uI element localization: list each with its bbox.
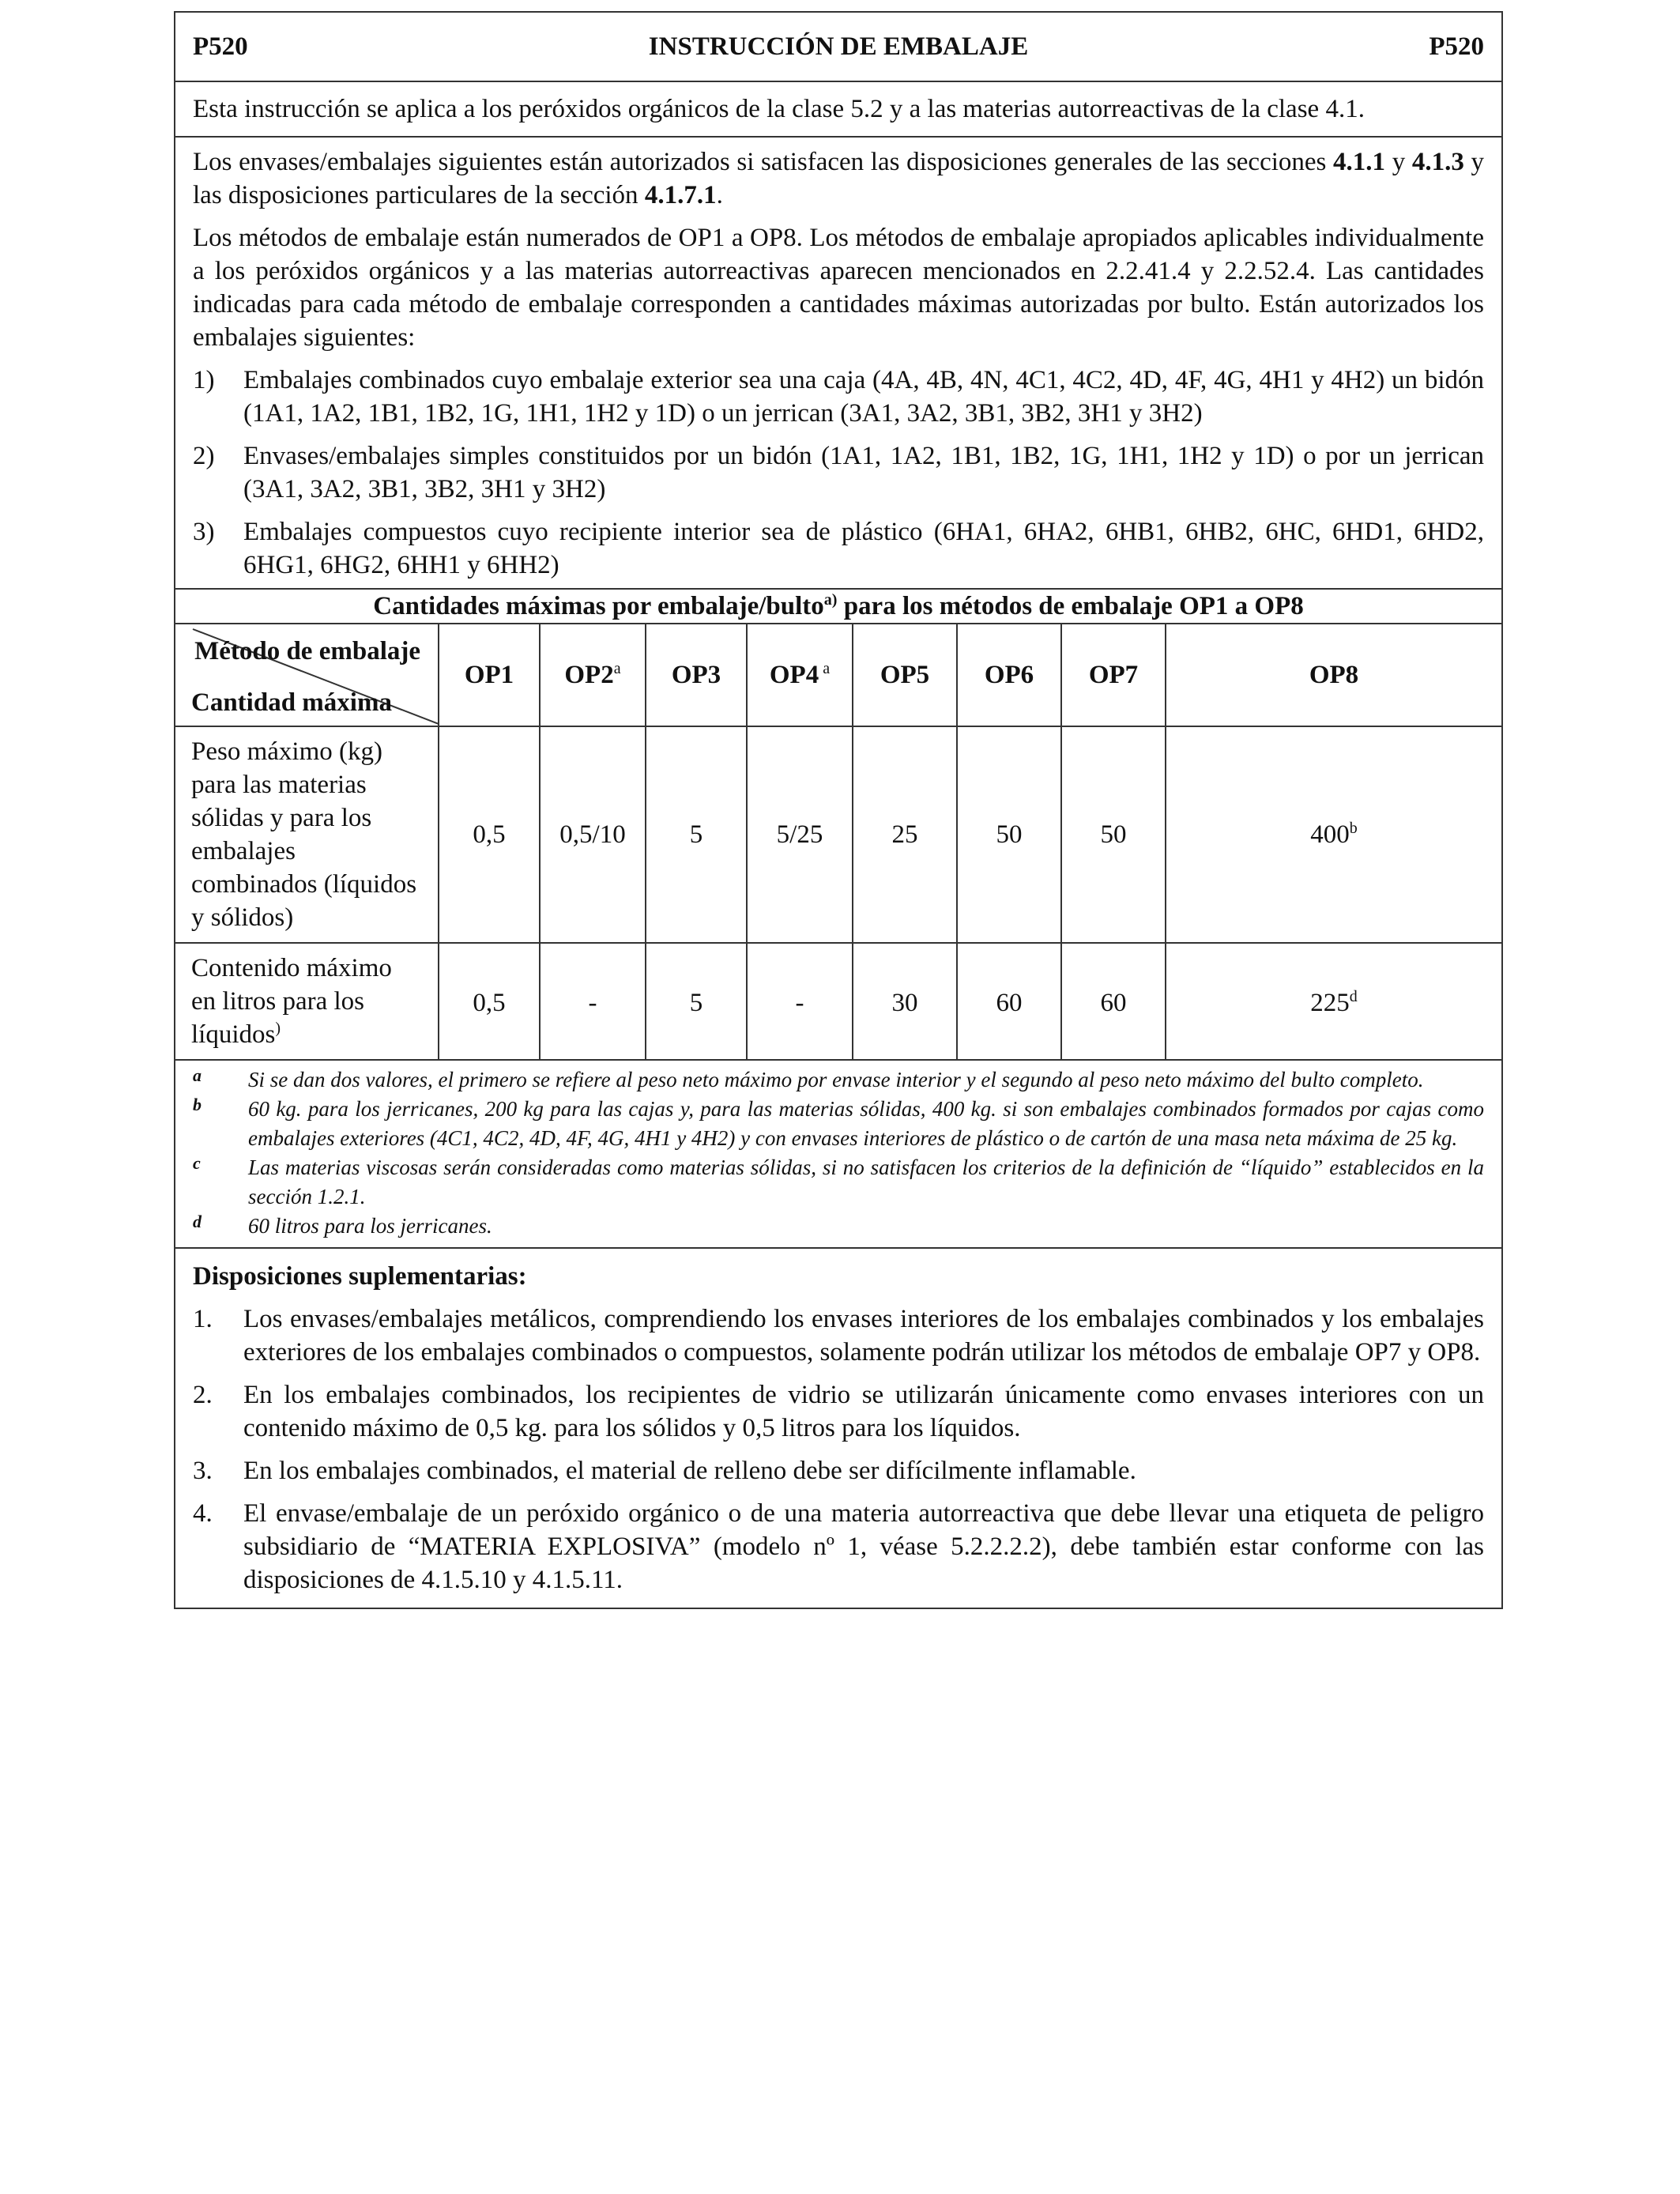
method-column-header — [1061, 624, 1166, 726]
footnote-key: b — [193, 1095, 202, 1114]
quantity-value: 0,5 — [473, 820, 506, 849]
quantity-label: Cantidad máxima — [191, 688, 392, 717]
method-code: OP7 — [1088, 660, 1139, 689]
quantity-value-cell — [1061, 943, 1166, 1059]
quantity-value-cell — [1061, 726, 1166, 943]
supplementary-item — [193, 1378, 1484, 1445]
period: . — [716, 181, 723, 209]
footnote-key: a — [193, 1065, 202, 1085]
quantity-value: 50 — [1100, 820, 1127, 849]
footnote-text: Si se dan dos valores, el primero se refiere al peso neto máximo por envase interior y el segundo al peso neto máximo del bulto completo. — [248, 1068, 1424, 1091]
quantity-value: - — [795, 988, 804, 1017]
general-provisions-paragraph — [193, 145, 1484, 212]
authorized-item — [193, 364, 1484, 430]
item-text: El envase/embalaje de un peróxido orgánico o de una materia autorreactiva que debe llevar una etiqueta de peligro subsidiario de “MATERIA EXPLOSIVA” (modelo nº 1, véase 5.2.2.2.2), debe también estar conforme con las disposiciones de 4.1.5.10 y 4.1.5.11. — [243, 1499, 1484, 1594]
quantity-value-cell — [747, 726, 853, 943]
table-caption-row — [175, 590, 1501, 624]
method-column-header — [957, 624, 1061, 726]
quantity-value-cell — [439, 943, 540, 1059]
quantity-value-cell — [1166, 726, 1501, 943]
methods-paragraph: Los métodos de embalaje están numerados de OP1 a OP8. Los métodos de embalaje apropiados aplicables individualmente a los peróxidos orgánicos y a las materias autorreactivas aparecen mencionados en 2.2.41.4 y 2.2.52.4. Las cantidades indicadas para cada método de embalaje corresponden a cantidades máximas autorizadas por bulto. Están autorizados los embalajes siguientes: — [193, 224, 1484, 352]
packing-instruction-frame — [174, 11, 1503, 1609]
quantity-value: 225 — [1310, 988, 1350, 1017]
method-code: OP6 — [984, 660, 1034, 689]
quantities-table-section — [175, 624, 1501, 1061]
scope-row — [175, 82, 1501, 138]
supplementary-title: Disposiciones suplementarias: — [193, 1262, 527, 1291]
row-label-footnote-ref: ) — [275, 1020, 281, 1037]
table-caption-text-2: para los métodos de embalaje OP1 a OP8 — [837, 591, 1304, 620]
general-provisions-text: Los envases/embalajes siguientes están autorizados si satisfacen las disposiciones generales de las secciones — [193, 148, 1334, 176]
method-code: OP8 — [1309, 660, 1359, 689]
quantity-value: 30 — [891, 988, 918, 1017]
method-column-header — [540, 624, 646, 726]
item-number: 1. — [193, 1305, 213, 1333]
table-header-row — [175, 624, 1501, 726]
section-ref-4171: 4.1.7.1 — [644, 181, 717, 209]
footnote-key: c — [193, 1153, 201, 1173]
item-text: Envases/embalajes simples constituidos por un bidón (1A1, 1A2, 1B1, 1B2, 1G, 1H1, 1H2 y 1D) o por un jerrican (3A1, 3A2, 3B1, 3B2, 3H1 y 3H2) — [243, 442, 1484, 503]
quantity-row — [175, 943, 1501, 1059]
item-number: 3. — [193, 1457, 213, 1485]
supplementary-provisions-section — [175, 1249, 1501, 1608]
quantity-value-cell — [853, 943, 957, 1059]
quantity-value-cell — [957, 726, 1061, 943]
general-provisions-text-2: y las disposiciones particulares de la sección — [193, 148, 1485, 209]
value-footnote-ref: d — [1349, 987, 1358, 1005]
method-column-header — [747, 624, 853, 726]
supplementary-item — [193, 1302, 1484, 1369]
item-text: Embalajes compuestos cuyo recipiente interior sea de plástico (6HA1, 6HA2, 6HB1, 6HB2, 6HC, 6HD1, 6HD2, 6HG1, 6HG2, 6HH1 y 6HH2) — [243, 518, 1484, 579]
supplementary-item — [193, 1497, 1484, 1596]
method-column-header — [853, 624, 957, 726]
quantity-value: 0,5/10 — [559, 820, 626, 849]
method-column-header — [1166, 624, 1501, 726]
diagonal-header-cell — [175, 624, 439, 726]
method-code: OP4 — [769, 660, 819, 689]
footnote — [193, 1095, 1484, 1153]
header-row — [175, 13, 1501, 82]
quantity-value: 5 — [689, 988, 703, 1017]
section-ref-413: 4.1.3 — [1411, 148, 1464, 176]
method-label: Método de embalaje — [194, 637, 420, 665]
quantity-row-label — [175, 726, 439, 943]
quantity-value-cell — [646, 943, 747, 1059]
footnote — [193, 1153, 1484, 1212]
item-number: 4. — [193, 1499, 213, 1528]
method-code: OP5 — [880, 660, 930, 689]
code-left: P520 — [193, 32, 248, 61]
method-footnote-ref: a — [613, 659, 621, 677]
footnote-text: Las materias viscosas serán consideradas como materias sólidas, si no satisfacen los criterios de la definición de “líquido” establecidos en la sección 1.2.1. — [248, 1155, 1484, 1208]
table-caption — [373, 592, 1303, 621]
section-ref-411: 4.1.1 — [1333, 148, 1386, 176]
quantity-value-cell — [540, 943, 646, 1059]
quantity-value-cell — [646, 726, 747, 943]
quantity-value: - — [588, 988, 597, 1017]
code-right: P520 — [1429, 32, 1484, 61]
footnote-text: 60 kg. para los jerricanes, 200 kg para las cajas y, para las materias sólidas, 400 kg. si son embalajes combinados formados por cajas como embalajes exteriores (4C1, 4C2, 4D, 4F, 4G, 4H1 y 4H2) y con envases interiores de plástico o de cartón de una masa neta máxima de 25 kg. — [248, 1097, 1484, 1150]
quantity-row-label — [175, 943, 439, 1059]
item-number: 2. — [193, 1381, 213, 1409]
quantity-value: 60 — [1100, 988, 1127, 1017]
supplementary-item — [193, 1454, 1484, 1487]
item-text: En los embalajes combinados, el material de relleno debe ser difícilmente inflamable. — [243, 1457, 1136, 1485]
value-footnote-ref: b — [1349, 819, 1358, 837]
method-column-header — [439, 624, 540, 726]
footnote — [193, 1212, 1484, 1241]
quantity-value-cell — [439, 726, 540, 943]
page-title: INSTRUCCIÓN DE EMBALAJE — [648, 32, 1029, 61]
quantity-value: 50 — [996, 820, 1023, 849]
quantity-row — [175, 726, 1501, 943]
quantity-value-cell — [957, 943, 1061, 1059]
item-text: En los embalajes combinados, los recipientes de vidrio se utilizarán únicamente como envases interiores con un contenido máximo de 0,5 kg. para los sólidos y 0,5 litros para los líquidos. — [243, 1381, 1484, 1442]
quantity-value: 5/25 — [776, 820, 823, 849]
authorized-item — [193, 515, 1484, 582]
table-caption-text: Cantidades máximas por embalaje/bulto — [373, 591, 824, 620]
item-number: 1) — [193, 366, 215, 394]
method-code: OP2 — [564, 660, 614, 689]
footnote-key: d — [193, 1212, 202, 1231]
footnotes-section — [175, 1061, 1501, 1249]
quantity-value-cell — [540, 726, 646, 943]
method-column-header — [646, 624, 747, 726]
caption-footnote-ref: a) — [823, 590, 838, 609]
authorized-list — [193, 364, 1484, 582]
row-label-text: Peso máximo (kg) para las materias sólidas y para los embalajes combinados (líquidos y sólidos) — [191, 737, 417, 932]
footnote — [193, 1065, 1484, 1095]
quantity-value: 25 — [891, 820, 918, 849]
authorized-packagings-section — [175, 138, 1501, 590]
quantity-value-cell — [747, 943, 853, 1059]
quantity-value-cell — [1166, 943, 1501, 1059]
scope-text: Esta instrucción se aplica a los peróxidos orgánicos de la clase 5.2 y a las materias autorreactivas de la clase 4.1. — [193, 94, 1365, 123]
item-number: 3) — [193, 518, 215, 546]
footnote-text: 60 litros para los jerricanes. — [248, 1214, 492, 1238]
quantity-value: 0,5 — [473, 988, 506, 1017]
supplementary-list — [193, 1302, 1484, 1596]
method-code: OP1 — [464, 660, 514, 689]
max-quantities-table — [175, 624, 1501, 1059]
item-number: 2) — [193, 442, 215, 470]
row-label-text: Contenido máximo en litros para los líquidos — [191, 954, 392, 1049]
connector-text: y — [1385, 148, 1412, 176]
quantity-value: 400 — [1310, 820, 1350, 849]
authorized-item — [193, 439, 1484, 506]
quantity-value-cell — [853, 726, 957, 943]
quantity-value: 5 — [689, 820, 703, 849]
method-code: OP3 — [671, 660, 721, 689]
method-footnote-ref: a — [819, 659, 831, 677]
item-text: Los envases/embalajes metálicos, comprendiendo los envases interiores de los embalajes combinados y los embalajes exteriores de los embalajes combinados o compuestos, solamente podrán utilizar los métodos de embalaje OP7 y OP8. — [243, 1305, 1484, 1367]
item-text: Embalajes combinados cuyo embalaje exterior sea una caja (4A, 4B, 4N, 4C1, 4C2, 4D, 4F, 4G, 4H1 y 4H2) un bidón (1A1, 1A2, 1B1, 1B2, 1G, 1H1, 1H2 y 1D) o un jerrican (3A1, 3A2, 3B1, 3B2, 3H1 y 3H2) — [243, 366, 1484, 428]
quantity-value: 60 — [996, 988, 1023, 1017]
